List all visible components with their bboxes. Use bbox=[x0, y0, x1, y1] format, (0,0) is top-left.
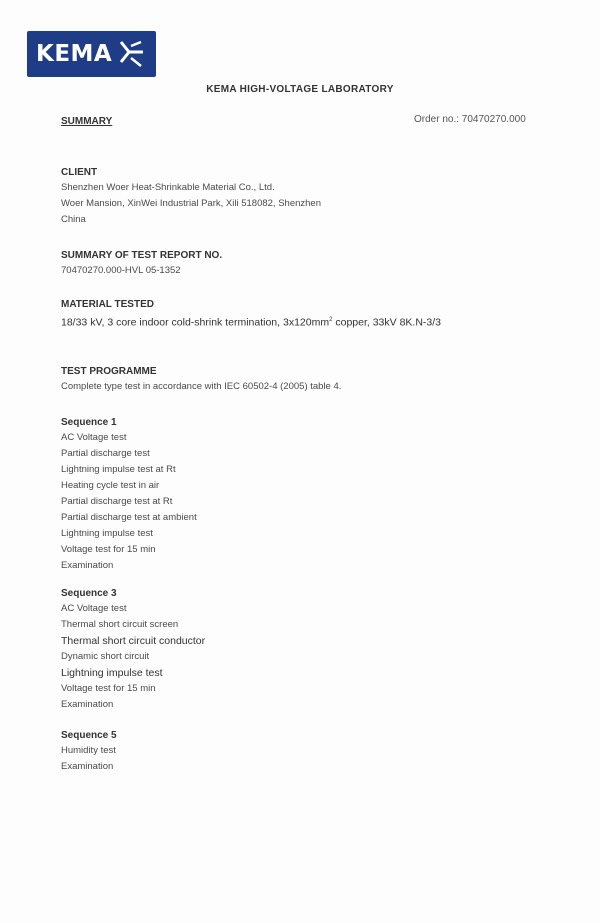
summary-label: SUMMARY bbox=[61, 116, 113, 127]
sequence-title: Sequence 1 bbox=[61, 417, 117, 428]
sequence-item: Partial discharge test at Rt bbox=[61, 496, 173, 507]
sequence-item: Voltage test for 15 min bbox=[61, 683, 156, 694]
sequence-title: Sequence 5 bbox=[61, 730, 117, 741]
material-description bbox=[61, 312, 441, 331]
report-heading: SUMMARY OF TEST REPORT NO. bbox=[61, 250, 223, 261]
material-description-text: 18/33 kV, 3 core indoor cold-shrink termination, 3x120mm bbox=[61, 316, 330, 329]
report-section bbox=[61, 248, 222, 279]
kema-emblem-icon bbox=[115, 38, 145, 70]
client-line: China bbox=[61, 214, 86, 225]
programme-description: Complete type test in accordance with IEC 60502-4 (2005) table 4. bbox=[61, 381, 342, 392]
sequence-item: Thermal short circuit conductor bbox=[61, 635, 206, 647]
sequence-item: Lightning impulse test bbox=[61, 528, 153, 539]
report-number: 70470270.000-HVL 05-1352 bbox=[61, 265, 181, 276]
client-line: Woer Mansion, XinWei Industrial Park, Xili 518082, Shenzhen bbox=[61, 198, 321, 209]
sequence-title: Sequence 3 bbox=[61, 588, 117, 599]
material-section bbox=[61, 297, 441, 331]
sequence-item: Lightning impulse test bbox=[61, 667, 163, 679]
laboratory-title: KEMA HIGH-VOLTAGE LABORATORY bbox=[206, 84, 394, 95]
sequence-3 bbox=[61, 586, 205, 713]
sequence-item: Humidity test bbox=[61, 745, 116, 756]
client-section bbox=[61, 165, 321, 228]
sequence-item: AC Voltage test bbox=[61, 603, 127, 614]
order-number: Order no.: 70470270.000 bbox=[414, 114, 526, 125]
client-line: Shenzhen Woer Heat-Shrinkable Material Co., Ltd. bbox=[61, 182, 275, 193]
sequence-item: Heating cycle test in air bbox=[61, 480, 160, 491]
kema-logo bbox=[27, 31, 156, 77]
sequence-item: Examination bbox=[61, 560, 114, 571]
sequence-item: Voltage test for 15 min bbox=[61, 544, 156, 555]
sequence-1 bbox=[61, 415, 197, 574]
logo-text: KEMA bbox=[36, 41, 113, 67]
sequence-item: Examination bbox=[61, 761, 114, 772]
sequence-item: Thermal short circuit screen bbox=[61, 619, 179, 630]
programme-section bbox=[61, 364, 341, 395]
sequence-item: Partial discharge test bbox=[61, 448, 150, 459]
sequence-item: Lightning impulse test at Rt bbox=[61, 464, 176, 475]
sequence-5 bbox=[61, 728, 117, 775]
sequence-item: Partial discharge test at ambient bbox=[61, 512, 197, 523]
material-description-suffix: copper, 33kV 8K.N-3/3 bbox=[332, 316, 442, 329]
programme-heading: TEST PROGRAMME bbox=[61, 366, 157, 377]
sequence-item: Dynamic short circuit bbox=[61, 651, 150, 662]
client-heading: CLIENT bbox=[61, 167, 98, 178]
sequence-item: Examination bbox=[61, 699, 114, 710]
sequence-item: AC Voltage test bbox=[61, 432, 127, 443]
material-description-superscript: 2 bbox=[329, 317, 333, 323]
material-heading: MATERIAL TESTED bbox=[61, 299, 154, 310]
